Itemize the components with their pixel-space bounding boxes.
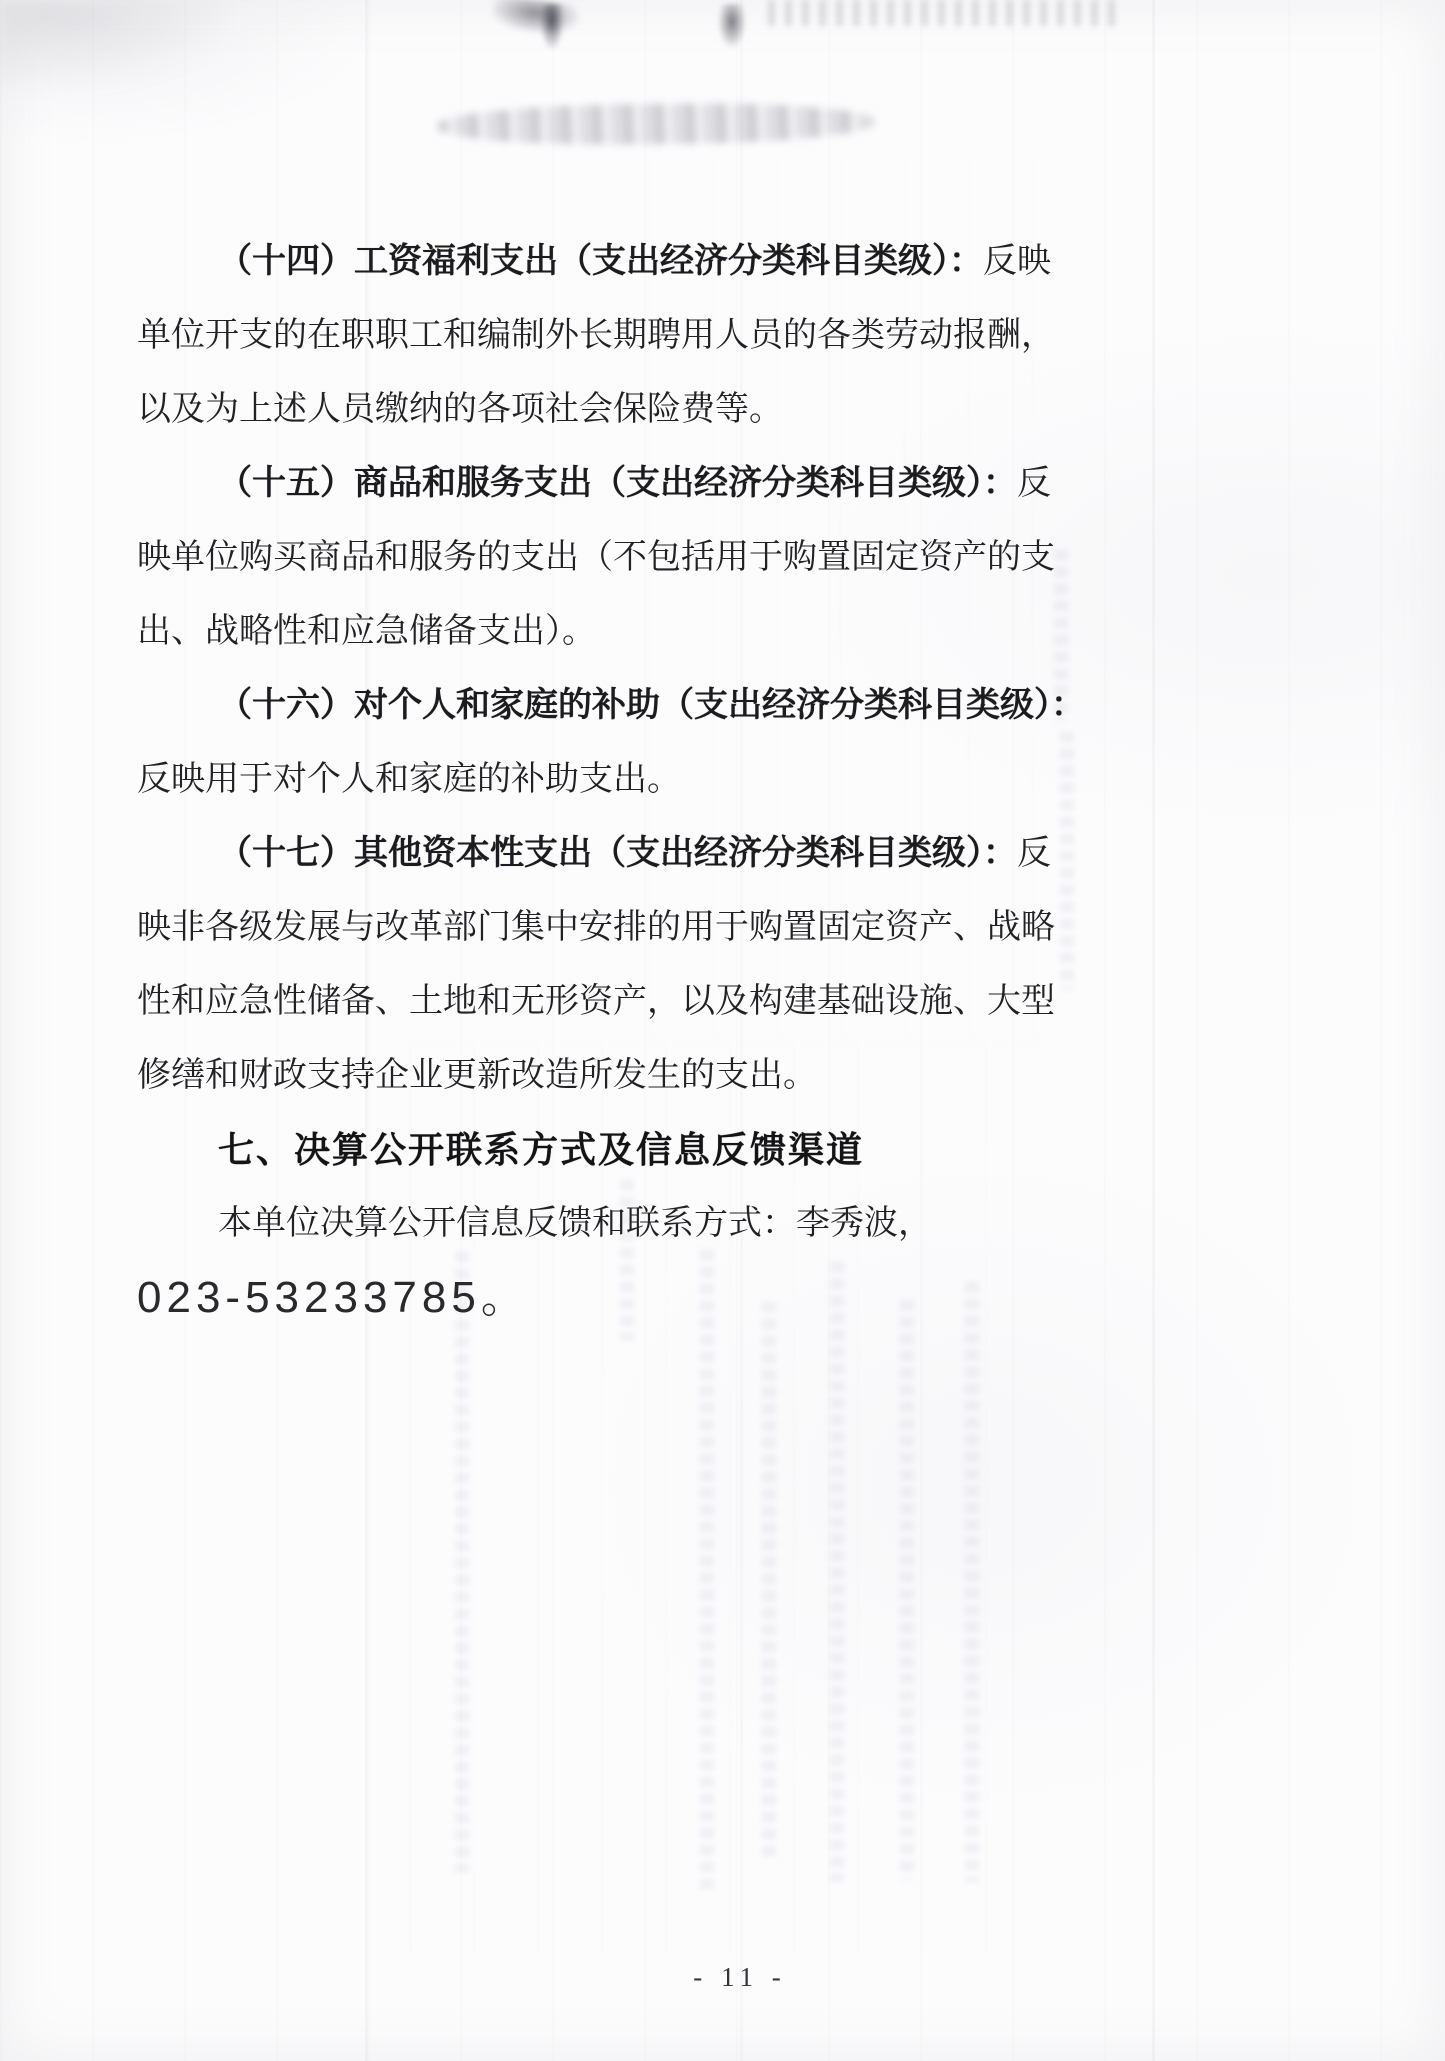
paragraph-head: （十四）工资福利支出（支出经济分类科目类级）： — [218, 243, 983, 280]
text-line: 映单位购买商品和服务的支出（不包括用于购置固定资产的支 — [137, 539, 1055, 576]
text-line: 映非各级发展与改革部门集中安排的用于购置固定资产、战略 — [137, 909, 1055, 946]
contact-phone-line: 023-53233785。 — [137, 1273, 530, 1322]
bleedthrough-text — [762, 1302, 776, 1862]
text-line: 性和应急性储备、土地和无形资产，以及构建基础设施、大型 — [137, 983, 1055, 1020]
bleedthrough-text — [830, 1262, 844, 1882]
bleedthrough-text — [1060, 732, 1074, 990]
paragraph-head-tail: 反 — [1017, 835, 1051, 872]
paragraph-15 — [137, 447, 1055, 669]
scan-smudge-icon — [490, 0, 579, 37]
paragraph-head: （十五）商品和服务支出（支出经济分类科目类级）： — [218, 465, 1017, 502]
bleedthrough-text — [455, 1252, 469, 1872]
contact-line: 本单位决算公开信息反馈和联系方式：李秀波， — [218, 1205, 932, 1242]
paragraph-head: （十六）对个人和家庭的补助（支出经济分类科目类级）： — [218, 687, 1085, 724]
document-body — [137, 225, 1085, 1335]
text-line: 以及为上述人员缴纳的各项社会保险费等。 — [137, 391, 783, 428]
scan-smudge-icon — [0, 0, 230, 92]
scanner-streak — [1152, 0, 1155, 2061]
text-line — [137, 447, 1051, 521]
scan-smudge-icon — [768, 0, 1118, 26]
scan-smudge-icon — [718, 4, 746, 48]
page-number: - 11 - — [693, 1962, 787, 1992]
text-line: 出、战略性和应急储备支出）。 — [137, 613, 596, 650]
scan-smudge-icon — [540, 4, 564, 50]
scan-smear-band — [438, 102, 874, 147]
paragraph-head-tail: 反映 — [983, 243, 1051, 280]
text-line — [137, 669, 1085, 743]
text-line — [137, 817, 1051, 891]
text-line — [137, 225, 1051, 299]
paragraph-head-tail: 反 — [1017, 465, 1051, 502]
bleedthrough-text — [700, 1250, 714, 1890]
text-line: 反映用于对个人和家庭的补助支出。 — [137, 761, 681, 798]
paragraph-head: （十七）其他资本性支出（支出经济分类科目类级）： — [218, 835, 1017, 872]
paragraph-17 — [137, 817, 1055, 1113]
bleedthrough-text — [900, 1300, 914, 1880]
section-heading: 七、决算公开联系方式及信息反馈渠道 — [218, 1129, 865, 1170]
text-line: 修缮和财政支持企业更新改造所发生的支出。 — [137, 1057, 817, 1094]
paragraph-16 — [137, 669, 1085, 817]
text-line: 单位开支的在职职工和编制外长期聘用人员的各类劳动报酬， — [137, 317, 1055, 354]
contact-paragraph — [137, 1187, 1027, 1335]
paragraph-14 — [137, 225, 1055, 447]
bleedthrough-text — [965, 1282, 979, 1882]
